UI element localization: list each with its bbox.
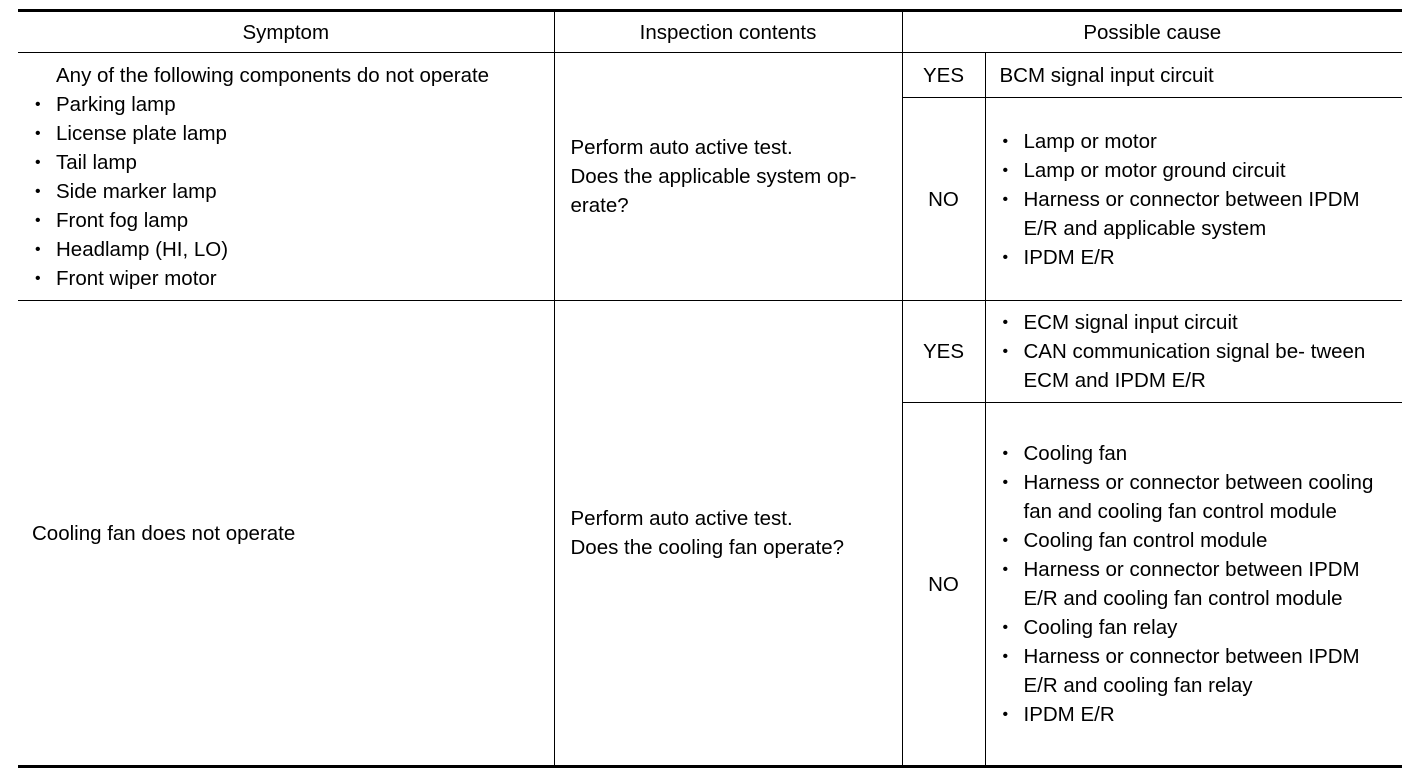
no-causes-cell: [985, 98, 1402, 301]
symptom-cell: [18, 53, 554, 301]
symptom-intro: Any of the following components do not operate: [56, 63, 490, 87]
list-item: • Harness or connector between IPDM E/R and cooling fan relay: [1000, 642, 1397, 700]
no-label: NO: [902, 403, 985, 767]
list-item: • Tail lamp: [32, 148, 554, 177]
no-label: NO: [902, 98, 985, 301]
header-cause: Possible cause: [902, 11, 1402, 53]
list-item: • Harness or connector between cooling fan and cooling fan control module: [1000, 468, 1397, 526]
inspection-line: Perform auto active test.: [570, 136, 793, 159]
list-item: • Front fog lamp: [32, 206, 554, 235]
list-item: • IPDM E/R: [1000, 243, 1397, 272]
list-item: • Lamp or motor: [1000, 127, 1397, 156]
list-item: • IPDM E/R: [1000, 700, 1397, 729]
inspection-line: Does the cooling fan operate?: [570, 536, 845, 559]
inspection-cell: [554, 53, 902, 301]
table-row: [18, 53, 1402, 98]
list-item: • Harness or connector between IPDM E/R and cooling fan control module: [1000, 555, 1397, 613]
inspection-cell: [554, 301, 902, 767]
cause-list: [1000, 127, 1397, 272]
inspection-line: Does the applicable system op-: [570, 165, 857, 188]
cause-list: [1000, 439, 1397, 729]
list-item: • Parking lamp: [32, 90, 554, 119]
header-inspection: Inspection contents: [554, 11, 902, 53]
list-item: • Cooling fan relay: [1000, 613, 1397, 642]
inspection-line: Perform auto active test.: [570, 507, 793, 530]
yes-causes-cell: [985, 301, 1402, 403]
header-symptom: Symptom: [18, 11, 554, 53]
yes-cause: BCM signal input circuit: [985, 53, 1402, 98]
header-row: [18, 11, 1402, 53]
list-item: • ECM signal input circuit: [1000, 308, 1397, 337]
inspection-line: erate?: [570, 194, 629, 217]
list-item: • License plate lamp: [32, 119, 554, 148]
list-item: • Front wiper motor: [32, 264, 554, 293]
no-causes-cell: [985, 403, 1402, 767]
list-item: • Lamp or motor ground circuit: [1000, 156, 1397, 185]
yes-label: YES: [902, 53, 985, 98]
yes-label: YES: [902, 301, 985, 403]
list-item: • Harness or connector between IPDM E/R and applicable system: [1000, 185, 1397, 243]
list-item: • Headlamp (HI, LO): [32, 235, 554, 264]
table-row: [18, 301, 1402, 403]
diagnosis-table: [18, 9, 1402, 768]
list-item: • CAN communication signal be- tween ECM and IPDM E/R: [1000, 337, 1397, 395]
list-item: • Cooling fan: [1000, 439, 1397, 468]
list-item: • Cooling fan control module: [1000, 526, 1397, 555]
list-item: • Side marker lamp: [32, 177, 554, 206]
symptom-cell: Cooling fan does not operate: [18, 301, 554, 767]
component-list: [32, 90, 554, 293]
cause-list: [1000, 308, 1397, 395]
